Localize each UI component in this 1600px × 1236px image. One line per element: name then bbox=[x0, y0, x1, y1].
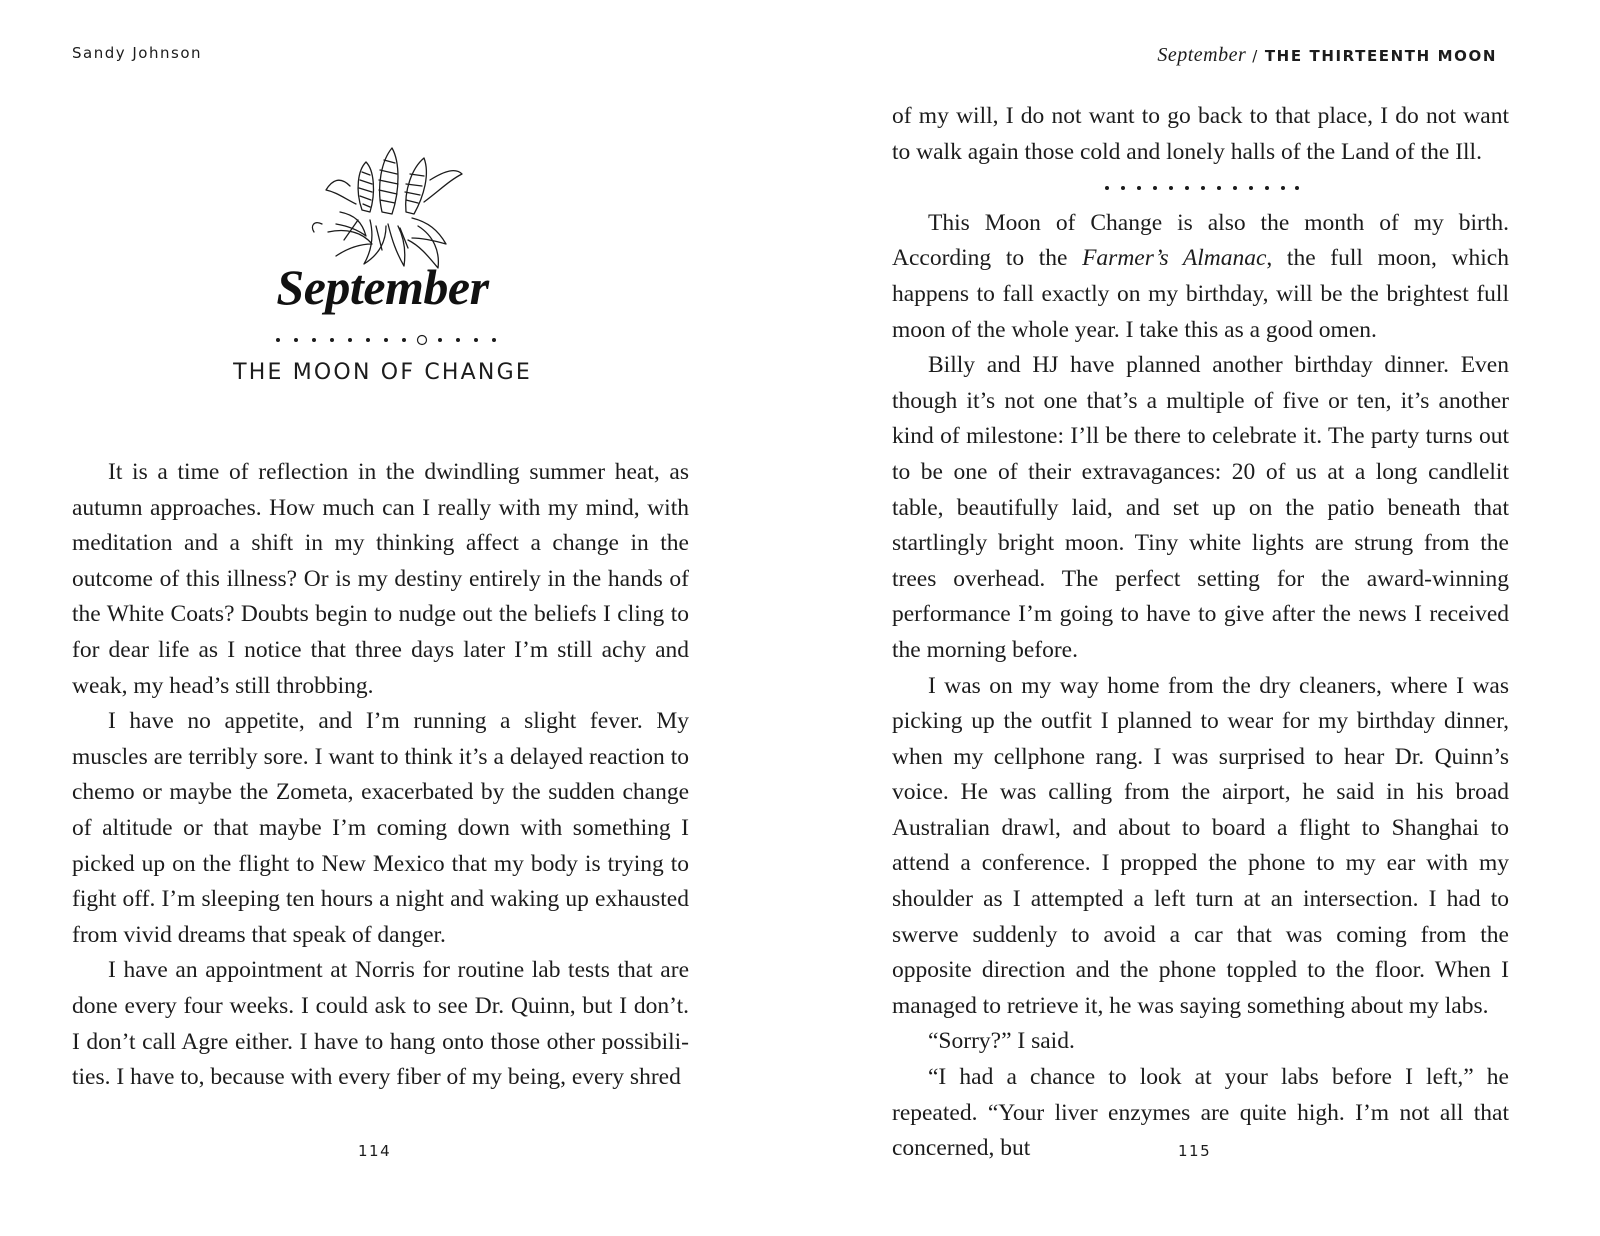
running-head-month: September bbox=[1157, 44, 1247, 66]
right-page bbox=[800, 0, 1600, 1236]
paragraph: It is a time of reflection in the dwindling summer heat, as autumn approaches. How much can I really with my mind, with meditation and a shift in my thinking affect a change in the outcome of this illness? Or is my destiny entirely in the hands of the White Coats? Doubts begin to nudge out the beliefs I cling to for dear life as I notice that three days later I’m still achy and weak, my head’s still throbbing. bbox=[72, 459, 689, 699]
running-head-book-title: THE THIRTEENTH MOON bbox=[1264, 47, 1497, 65]
page-number: 114 bbox=[358, 1142, 392, 1160]
corn-ears-icon bbox=[300, 140, 475, 275]
paragraph: Billy and HJ have planned another birthday dinner. Even though it’s not one that’s a multiple of five or ten, it’s another kind of milestone: I’ll be there to celebrate it. The party turns out to be one of their extravagances: 20 of us at a long candlelit table, beautifully laid, and set up on the patio beneath that startlingly bright moon. Tiny white lights are strung from the trees overhead. The perfect setting for the award-winning performance I’m going to have to give after the news I received the morning before. bbox=[892, 352, 1509, 663]
author-running-head: Sandy Johnson bbox=[72, 44, 203, 62]
chapter-subtitle: THE MOON OF CHANGE bbox=[233, 360, 532, 385]
dot-divider bbox=[1101, 183, 1301, 193]
page-number: 115 bbox=[1178, 1142, 1212, 1160]
section-break bbox=[892, 170, 1509, 206]
left-body-text bbox=[72, 455, 689, 1096]
right-body-text bbox=[892, 99, 1509, 1167]
chapter-title: September bbox=[276, 259, 489, 315]
continued-paragraph: of my will, I do not want to go back to that place, I do not want to walk again those cold and lonely halls of the Land of the Ill. bbox=[892, 103, 1509, 165]
birth-text-end: , the full moon, which happens to fall exactly on my birthday, will be the brightest full moon of the whole year. I take this as a good omen. bbox=[892, 245, 1509, 343]
paragraph bbox=[892, 206, 1509, 348]
paragraph: I was on my way home from the dry cleaners, where I was picking up the outfit I planned to wear for my birthday dinner, when my cellphone rang. I was surprised to hear Dr. Quinn’s voice. He was calling from the airport, he said in his broad Australian drawl, and about to board a flight to Shanghai to attend a conference. I propped the phone to my ear with my shoulder as I attempted a left turn at an intersection. I had to swerve suddenly to avoid a car that was coming from the opposite direction and the phone toppled to the floor. When I managed to retrieve it, he was saying something about my labs. bbox=[892, 672, 1509, 1019]
paragraph: “Sorry?” I said. bbox=[928, 1028, 1075, 1055]
paragraph: I have an appointment at Norris for routine lab tests that are done every four weeks. I could ask to see Dr. Quinn, but I don’t. I don’t call Agre either. I have to hang onto those other possibilities. I have to, because with every fiber of my being, every shred bbox=[72, 957, 689, 1091]
paragraph: I have no appetite, and I’m running a slight fever. My muscles are terribly sore. I want to think it’s a delayed reaction to chemo or maybe the Zometa, exacerbated by the sudden change of altitude or that maybe I’m coming down with something I picked up on the flight to New Mexico that my body is trying to fight off. I’m sleeping ten hours a night and waking up exhausted from vivid dreams that speak of danger. bbox=[72, 708, 689, 948]
chapter-running-head bbox=[1157, 44, 1497, 67]
birth-text-start: This Moon of Change is also the month of my birth. According to the bbox=[892, 209, 1509, 272]
almanac-title: Farmer’s Almanac bbox=[1082, 245, 1267, 272]
paragraph: “I had a chance to look at your labs before I left,” he repeated. “Your liver enzymes are quite high. I’m not all that concerned, but bbox=[892, 1064, 1509, 1162]
dot-ornament bbox=[270, 330, 500, 350]
running-head-separator: / bbox=[1252, 47, 1259, 65]
